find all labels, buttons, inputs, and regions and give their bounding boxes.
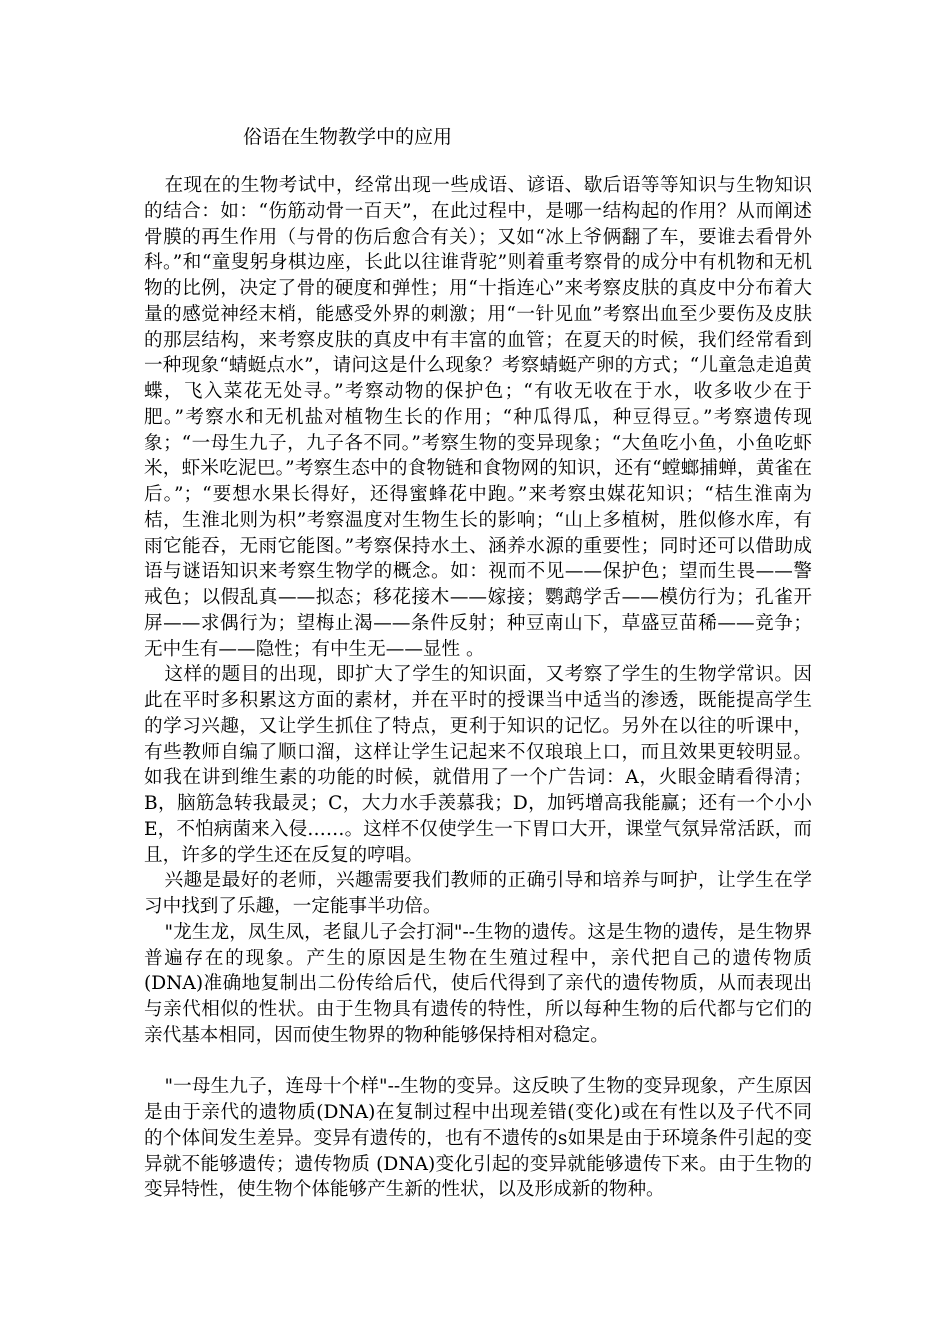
paragraph-2: 这样的题目的出现，即扩大了学生的知识面，又考察了学生的生物学常识。因此在平时多积累这方面的素材，并在平时的授课当中适当的渗透，既能提高学生的学习兴趣，又让学生抓住了特点，更利于知识的记忆。另外在以往的听课中，有些教师自编了顺口溜，这样让学生记起来不仅琅琅上口，而且效果更较明显。如我在讲到维生素的功能的时候，就借用了一个广告词：A，火眼金睛看得清；B，脑筋急转我最灵；C，大力水手羡慕我；D，加钙增高我能赢；还有一个小小E，不怕病菌来入侵……。这样不仅使学生一下胃口大开，课堂气氛异常活跃，而且，许多的学生还在反复的哼唱。 xyxy=(144,664,812,866)
paragraph-spacer xyxy=(144,1049,812,1075)
paragraph-4: "龙生龙，凤生凤，老鼠儿子会打洞"--生物的遗传。这是生物的遗传，是生物界普遍存在的现象。产生的原因是生物在生殖过程中，亲代把自己的遗传物质(DNA)准确地复制出二份传给后代，使后代得到了亲代的遗传物质，从而表现出与亲代相似的性状。由于生物具有遗传的特性，所以每种生物的后代都与它们的亲代基本相同，因而使生物界的物种能够保持相对稳定。 xyxy=(144,921,812,1046)
document-title: 俗语在生物教学中的应用 xyxy=(243,126,453,148)
paragraph-3: 兴趣是最好的老师，兴趣需要我们教师的正确引导和培养与呵护，让学生在学习中找到了乐趣，一定能事半功倍。 xyxy=(144,870,812,917)
document-body xyxy=(144,173,812,1203)
paragraph-1: 在现在的生物考试中，经常出现一些成语、谚语、歇后语等等知识与生物知识的结合：如：“伤筋动骨一百天”，在此过程中，是哪一结构起的作用？从而阐述骨膜的再生作用（与骨的伤后愈合有关）；又如“冰上爷俩翻了车，要谁去看骨外科。”和“童叟躬身棋边座，长此以往谁背驼”则着重考察骨的成分中有机物和无机物的比例，决定了骨的硬度和弹性；用“十指连心”来考察皮肤的真皮中分布着大量的感觉神经末梢，能感受外界的刺激；用“一针见血”考察出血至少要伤及皮肤的那层结构，来考察皮肤的真皮中有丰富的血管；在夏天的时候，我们经常看到一种现象“蜻蜓点水”，请问这是什么现象？考察蜻蜓产卵的方式；“儿童急走追黄蝶，飞入菜花无处寻。”考察动物的保护色；“有收无收在于水，收多收少在于肥。”考察水和无机盐对植物生长的作用；“种瓜得瓜，种豆得豆。”考察遗传现象；“一母生九子，九子各不同。”考察生物的变异现象；“大鱼吃小鱼，小鱼吃虾米，虾米吃泥巴。”考察生态中的食物链和食物网的知识，还有“螳螂捕蝉，黄雀在后。”；“要想水果长得好，还得蜜蜂花中跑。”来考察虫媒花知识；“桔生淮南为桔，生淮北则为枳”考察温度对生物生长的影响；“山上多植树，胜似修水库，有雨它能吞，无雨它能图。”考察保持水土、涵养水源的重要性；同时还可以借助成语与谜语知识来考察生物学的概念。如：视而不见——保护色；望而生畏——警戒色；以假乱真——拟态；移花接木——嫁接；鹦鹉学舌——模仿行为；孔雀开屏——求偶行为；望梅止渴——条件反射；种豆南山下，草盛豆苗稀——竞争；无中生有——隐性；有中生无——显性 。 xyxy=(144,175,812,660)
paragraph-5: "一母生九子，连母十个样"--生物的变异。这反映了生物的变异现象，产生原因是由于亲代的遗物质(DNA)在复制过程中出现差错(变化)或在有性以及子代不同的个体间发生差异。变异有遗传的，也有不遗传的s如果是由于环境条件引起的变异就不能够遗传；遗传物质 (DNA)变化引起的变异就能够遗传下来。由于生物的变异特性，使生物个体能够产生新的性状，以及形成新的物种。 xyxy=(144,1076,812,1201)
